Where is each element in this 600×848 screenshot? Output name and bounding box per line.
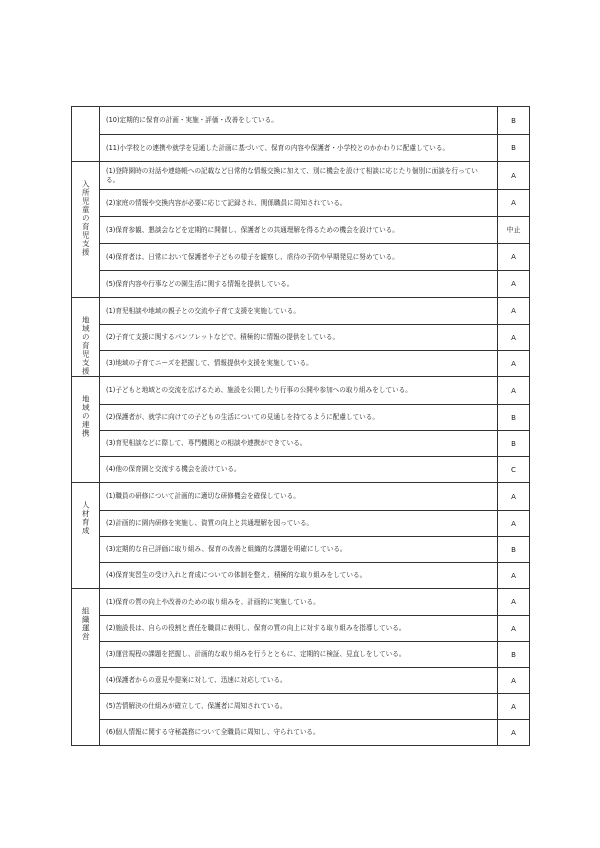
item-text: (3)育児相談などに際して、専門機関との相談や連携ができている。	[100, 431, 498, 456]
category-cell	[72, 377, 100, 482]
category-label: 地域の連携	[81, 395, 91, 438]
item-text: (10)定期的に保育の計画・実施・評価・改善をしている。	[100, 107, 498, 134]
item-text: (3)地域の子育てニーズを把握して、情報提供や支援を実施している。	[100, 351, 498, 376]
item-rating: A	[511, 171, 516, 180]
category-cell	[72, 162, 100, 297]
table-row	[100, 404, 529, 430]
item-rating: A	[511, 624, 516, 633]
item-text: (1)育児相談や地域の親子との交流や子育て支援を実施している。	[100, 298, 498, 324]
item-rating: A	[511, 571, 516, 580]
item-text: (1)登降園時の対話や連絡帳への記載など日常的な情報交換に加えて、別に機会を設けて相談に応じたり個別に面談を行っている。	[100, 162, 498, 189]
item-rating: B	[511, 650, 516, 659]
item-text: (6)個人情報に関する守秘義務について全職員に周知し、守られている。	[100, 720, 498, 745]
item-text: (5)保育内容や行事などの園生活に関する情報を提供している。	[100, 271, 498, 297]
table-row	[100, 510, 529, 536]
table-row	[100, 667, 529, 693]
table-row	[100, 641, 529, 667]
item-rating: A	[511, 280, 516, 288]
item-rating: A	[511, 728, 516, 737]
group-staff-development	[72, 482, 529, 588]
group-continued	[72, 107, 529, 161]
group-community-collaboration	[72, 376, 529, 482]
table-row	[100, 562, 529, 588]
item-rating: A	[511, 676, 516, 685]
table-row	[100, 693, 529, 719]
table-row	[100, 162, 529, 189]
category-cell	[72, 483, 100, 588]
item-text: (1)職員の研修について計画的に適切な研修機会を確保している。	[100, 483, 498, 510]
category-label: 入所児童の育児支援	[81, 180, 91, 257]
item-rating: B	[511, 439, 516, 448]
item-rating: A	[511, 598, 516, 606]
category-label: 人材育成	[81, 501, 91, 535]
evaluation-table	[71, 106, 530, 746]
item-rating: A	[511, 307, 516, 315]
category-label: 地域の育児支援	[81, 316, 91, 376]
item-text: (3)保育参観、懇談会などを定期的に開催し、保護者との共通理解を得るための機会を設けている。	[100, 217, 498, 243]
item-rating: A	[511, 253, 516, 261]
item-text: (1)子どもと地域との交流を広げるため、施設を公開したり行事の公開や参加への取り組みをしている。	[100, 377, 498, 404]
item-rating: A	[511, 333, 516, 342]
table-row	[100, 134, 529, 161]
item-text: (4)保育実習生の受け入れと育成についての体制を整え、積極的な取り組みをしている。	[100, 563, 498, 588]
item-text: (2)保護者が、就学に向けての子どもの生活についての見通しを持てるように配慮している。	[100, 405, 498, 430]
group-child-support	[72, 161, 529, 297]
item-rating: A	[511, 386, 516, 395]
item-text: (1)保育の質の向上や改善のための取り組みを、計画的に実施している。	[100, 589, 498, 615]
item-rating: B	[511, 116, 516, 125]
item-rating: A	[511, 492, 516, 501]
item-rating: A	[511, 359, 516, 368]
item-text: (4)保護者からの意見や提案に対して、迅速に対応している。	[100, 668, 498, 693]
table-row	[100, 430, 529, 456]
item-text: (11)小学校との連携や就学を見通した計画に基づいて、保育の内容や保護者・小学校とのかかわりに配慮している。	[100, 135, 498, 161]
item-text: (2)計画的に園内研修を実施し、資質の向上と共通理解を図っている。	[100, 511, 498, 536]
table-row	[100, 536, 529, 562]
table-row	[100, 243, 529, 270]
item-rating: B	[511, 413, 516, 422]
item-text: (4)保育者は、日常において保護者や子どもの様子を観察し、虐待の予防や早期発見に努めている。	[100, 244, 498, 270]
item-text: (5)苦情解決の仕組みが確立して、保護者に周知されている。	[100, 694, 498, 719]
item-text: (4)他の保育園と交流する機会を設けている。	[100, 457, 498, 482]
item-rating: C	[511, 465, 516, 474]
item-text: (2)施設長は、自らの役割と責任を職員に表明し、保育の質の向上に対する取り組みを指導している。	[100, 616, 498, 641]
table-row	[100, 456, 529, 482]
table-row	[100, 298, 529, 324]
item-rating: A	[511, 519, 516, 528]
item-rating: B	[511, 144, 516, 152]
item-text: (3)運営規程の課題を把握し、計画的な取り組みを行うとともに、定期的に検証、見直しをしている。	[100, 642, 498, 667]
item-text: (3)定期的な自己評価に取り組み、保育の改善と組織的な課題を明確にしている。	[100, 537, 498, 562]
category-cell	[72, 107, 100, 161]
table-row	[100, 483, 529, 510]
item-rating: A	[511, 199, 516, 207]
table-row	[100, 589, 529, 615]
category-label: 組織運営	[81, 607, 91, 641]
item-text: (2)家庭の情報や交換内容が必要に応じて記録され、関係職員に周知されている。	[100, 190, 498, 216]
table-row	[100, 324, 529, 350]
table-row	[100, 377, 529, 404]
table-row	[100, 189, 529, 216]
item-rating: A	[511, 702, 516, 711]
category-cell	[72, 298, 100, 376]
item-text: (2)子育て支援に関するパンフレットなどで、積極的に情報の提供をしている。	[100, 325, 498, 350]
table-row	[100, 216, 529, 243]
table-row	[100, 350, 529, 376]
group-community-support	[72, 297, 529, 376]
table-row	[100, 270, 529, 297]
item-rating: B	[511, 545, 516, 554]
group-organization-management	[72, 588, 529, 745]
item-rating: 中止	[506, 226, 521, 234]
category-cell	[72, 589, 100, 745]
table-row	[100, 719, 529, 745]
table-row	[100, 107, 529, 134]
table-row	[100, 615, 529, 641]
